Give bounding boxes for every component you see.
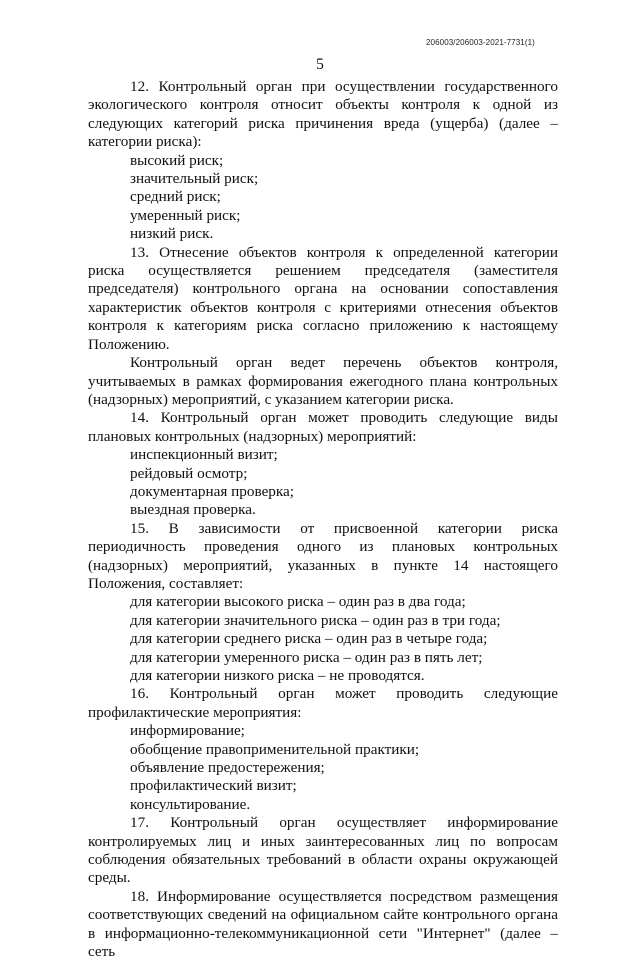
- list-item: для категории умеренного риска – один раз в пять лет;: [130, 648, 483, 666]
- list-item: выездная проверка.: [130, 501, 256, 519]
- page-number: 5: [316, 56, 324, 73]
- paragraph-18: 18. Информирование осуществляется посредством размещения соответствующих сведений на официальном сайте контрольного органа в информационно-телекоммуникационной сети "Интернет" (далее – сеть: [88, 887, 558, 961]
- list-item: информирование;: [130, 722, 245, 740]
- list-item: для категории высокого риска – один раз в два года;: [130, 593, 466, 611]
- list-item: рейдовый осмотр;: [130, 464, 248, 482]
- document-body: [88, 78, 558, 962]
- list-item: для категории низкого риска – не проводятся.: [130, 667, 425, 684]
- list-item: значительный риск;: [130, 170, 259, 188]
- list-item: средний риск;: [130, 188, 221, 206]
- paragraph-13-continued: Контрольный орган ведет перечень объектов контроля, учитываемых в рамках формирования ежегодного плана контрольных (надзорных) мероприятий, с указанием категории риска.: [88, 354, 558, 408]
- document-id: 206003/206003-2021-7731(1): [426, 38, 535, 47]
- list-item: обобщение правоприменительной практики;: [130, 740, 420, 758]
- paragraph-15: 15. В зависимости от присвоенной категории риска периодичность проведения одного из плановых контрольных (надзорных) мероприятий, указанных в пункте 14 настоящего Положения, составляет:: [88, 519, 558, 592]
- list-item: низкий риск.: [130, 225, 214, 243]
- paragraph-17: 17. Контрольный орган осуществляет информирование контролируемых лиц и иных заинтересованных лиц по вопросам соблюдения обязательных требований в области охраны окружающей среды.: [88, 814, 558, 887]
- paragraph-13: 13. Отнесение объектов контроля к определенной категории риска осуществляется решением председателя (заместителя председателя) контрольного органа на основании сопоставления характеристик объектов контроля с критериями отнесения объектов контроля к категориям риска согласно приложению к настоящему Положению.: [88, 243, 558, 353]
- list-item: объявление предостережения;: [130, 759, 325, 777]
- list-item: документарная проверка;: [130, 482, 295, 500]
- paragraph-12: 12. Контрольный орган при осуществлении государственного экологического контроля относит объекты контроля к одной из следующих категорий риска причинения вреда (ущерба) (далее – категории риска):: [88, 78, 558, 151]
- paragraph-16: 16. Контрольный орган может проводить следующие профилактические мероприятия:: [88, 685, 558, 721]
- list-item: умеренный риск;: [130, 206, 241, 224]
- paragraph-14: 14. Контрольный орган может проводить следующие виды плановых контрольных (надзорных) мероприятий:: [88, 409, 558, 445]
- list-item: высокий риск;: [130, 151, 224, 169]
- list-item: консультирование.: [130, 795, 251, 813]
- list-item: для категории значительного риска – один раз в три года;: [130, 611, 501, 629]
- list-item: инспекционный визит;: [130, 446, 278, 464]
- list-item: для категории среднего риска – один раз в четыре года;: [130, 630, 488, 648]
- list-item: профилактический визит;: [130, 777, 297, 795]
